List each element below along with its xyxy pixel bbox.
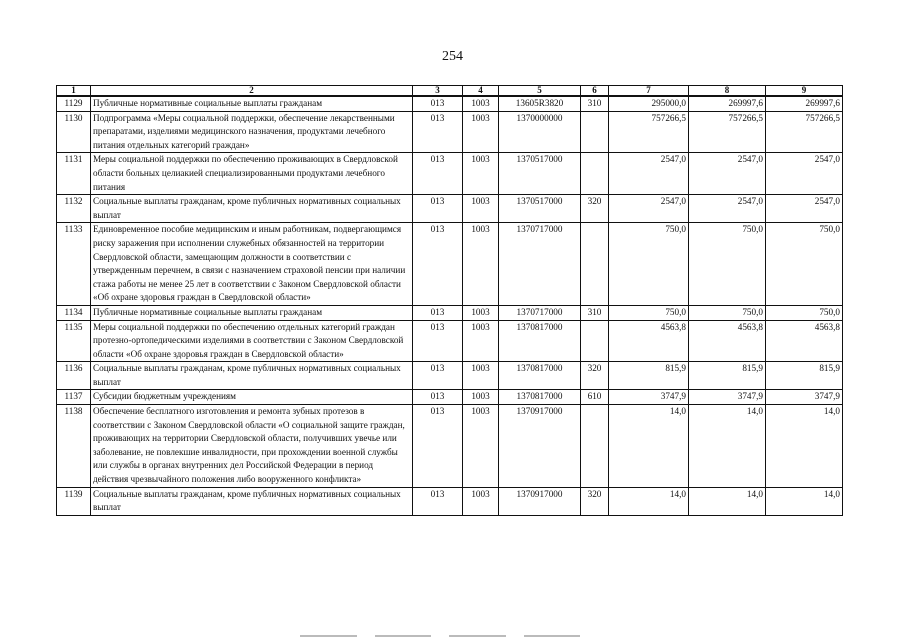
row-number: 1134 [57,305,91,320]
row-amount-col9: 750,0 [766,305,843,320]
row-section-code: 1003 [463,320,499,362]
row-target-code: 1370817000 [499,390,581,405]
row-amount-col8: 750,0 [689,305,766,320]
row-ministry-code: 013 [413,96,463,111]
scan-mark [300,635,357,637]
header-col-3: 3 [413,86,463,97]
scan-mark [524,635,581,637]
row-amount-col8: 757266,5 [689,111,766,153]
row-number: 1131 [57,153,91,195]
row-amount-col7: 2547,0 [609,195,689,223]
row-name: Меры социальной поддержки по обеспечению проживающих в Свердловской области больных целиакией специализированными продуктами лечебного питания [91,153,413,195]
row-target-code: 13605R3820 [499,96,581,111]
scan-mark [375,635,432,637]
row-amount-col9: 2547,0 [766,195,843,223]
row-number: 1130 [57,111,91,153]
row-amount-col9: 269997,6 [766,96,843,111]
table-row [57,305,843,320]
row-target-code: 1370717000 [499,223,581,306]
header-col-9: 9 [766,86,843,97]
row-amount-col8: 14,0 [689,487,766,515]
row-section-code: 1003 [463,390,499,405]
row-expense-type [581,320,609,362]
row-number: 1139 [57,487,91,515]
row-ministry-code: 013 [413,405,463,488]
row-name: Единовременное пособие медицинским и иным работникам, подвергающимся риску заражения при исполнении служебных обязанностей на территории Свердловской области, замещающим должности в соответствии с утвержденным перечнем, в связи с назначением страховой пенсии при наличии стажа работы не менее 25 лет в соответствии с Законом Свердловской области «Об охране здоровья граждан в Свердловской области» [91,223,413,306]
row-number: 1137 [57,390,91,405]
row-amount-col9: 815,9 [766,362,843,390]
row-section-code: 1003 [463,153,499,195]
row-amount-col9: 2547,0 [766,153,843,195]
row-amount-col7: 295000,0 [609,96,689,111]
row-amount-col7: 750,0 [609,305,689,320]
row-amount-col9: 3747,9 [766,390,843,405]
row-expense-type: 310 [581,96,609,111]
row-section-code: 1003 [463,305,499,320]
row-amount-col7: 815,9 [609,362,689,390]
row-ministry-code: 013 [413,195,463,223]
row-name: Социальные выплаты гражданам, кроме публичных нормативных социальных выплат [91,195,413,223]
header-col-2: 2 [91,86,413,97]
row-amount-col7: 4563,8 [609,320,689,362]
row-target-code: 1370717000 [499,305,581,320]
row-amount-col8: 2547,0 [689,153,766,195]
row-ministry-code: 013 [413,320,463,362]
table-row [57,223,843,306]
budget-table [56,85,843,516]
row-number: 1132 [57,195,91,223]
page-number: 254 [442,49,463,64]
row-target-code: 1370917000 [499,487,581,515]
row-amount-col7: 757266,5 [609,111,689,153]
row-name: Социальные выплаты гражданам, кроме публичных нормативных социальных выплат [91,362,413,390]
row-amount-col8: 815,9 [689,362,766,390]
row-target-code: 1370817000 [499,320,581,362]
row-number: 1129 [57,96,91,111]
row-section-code: 1003 [463,487,499,515]
row-expense-type: 320 [581,487,609,515]
row-name: Обеспечение бесплатного изготовления и ремонта зубных протезов в соответствии с Законом Свердловской области «О социальной защите граждан, проживающих на территории Свердловской области, получивших увечье или заболевание, не повлекшие инвалидности, при прохождении военной службы или службы в органах внутренних дел Российской Федерации в период действия чрезвычайного положения либо вооруженного конфликта» [91,405,413,488]
row-amount-col8: 750,0 [689,223,766,306]
row-amount-col9: 4563,8 [766,320,843,362]
row-section-code: 1003 [463,195,499,223]
row-expense-type [581,153,609,195]
table-row [57,405,843,488]
header-col-6: 6 [581,86,609,97]
row-expense-type: 320 [581,362,609,390]
header-col-7: 7 [609,86,689,97]
row-section-code: 1003 [463,362,499,390]
row-target-code: 1370517000 [499,195,581,223]
row-target-code: 1370817000 [499,362,581,390]
row-target-code: 1370917000 [499,405,581,488]
table-row [57,487,843,515]
header-row [57,86,843,97]
row-ministry-code: 013 [413,390,463,405]
table-row [57,320,843,362]
row-expense-type: 320 [581,195,609,223]
table-row [57,153,843,195]
row-ministry-code: 013 [413,362,463,390]
row-amount-col7: 3747,9 [609,390,689,405]
row-amount-col8: 269997,6 [689,96,766,111]
row-section-code: 1003 [463,96,499,111]
row-number: 1136 [57,362,91,390]
row-amount-col9: 14,0 [766,405,843,488]
header-col-1: 1 [57,86,91,97]
scan-artifact [300,635,580,638]
table-row [57,195,843,223]
row-section-code: 1003 [463,111,499,153]
row-name: Публичные нормативные социальные выплаты гражданам [91,96,413,111]
row-expense-type [581,111,609,153]
row-expense-type: 310 [581,305,609,320]
row-amount-col7: 14,0 [609,405,689,488]
scan-mark [449,635,506,637]
row-name: Меры социальной поддержки по обеспечению отдельных категорий граждан протезно-ортопедическими изделиями в соответствии с Законом Свердловской области «Об охране здоровья граждан в Свердловской области» [91,320,413,362]
row-amount-col8: 3747,9 [689,390,766,405]
row-ministry-code: 013 [413,223,463,306]
row-amount-col9: 14,0 [766,487,843,515]
row-number: 1133 [57,223,91,306]
table-row [57,362,843,390]
row-target-code: 1370517000 [499,153,581,195]
row-amount-col7: 750,0 [609,223,689,306]
table-row [57,111,843,153]
table-row [57,96,843,111]
row-section-code: 1003 [463,405,499,488]
row-ministry-code: 013 [413,305,463,320]
row-section-code: 1003 [463,223,499,306]
row-expense-type [581,223,609,306]
header-col-4: 4 [463,86,499,97]
row-expense-type: 610 [581,390,609,405]
row-amount-col8: 4563,8 [689,320,766,362]
row-amount-col7: 14,0 [609,487,689,515]
row-amount-col8: 14,0 [689,405,766,488]
header-col-5: 5 [499,86,581,97]
row-number: 1138 [57,405,91,488]
table-row [57,390,843,405]
row-amount-col8: 2547,0 [689,195,766,223]
row-name: Подпрограмма «Меры социальной поддержки, обеспечение лекарственными препаратами, изделиями медицинского назначения, продуктами лечебного питания отдельных категорий граждан» [91,111,413,153]
row-name: Публичные нормативные социальные выплаты гражданам [91,305,413,320]
row-amount-col7: 2547,0 [609,153,689,195]
row-amount-col9: 757266,5 [766,111,843,153]
row-ministry-code: 013 [413,111,463,153]
row-name: Социальные выплаты гражданам, кроме публичных нормативных социальных выплат [91,487,413,515]
header-col-8: 8 [689,86,766,97]
row-number: 1135 [57,320,91,362]
row-ministry-code: 013 [413,153,463,195]
row-ministry-code: 013 [413,487,463,515]
row-amount-col9: 750,0 [766,223,843,306]
row-name: Субсидии бюджетным учреждениям [91,390,413,405]
row-target-code: 1370000000 [499,111,581,153]
row-expense-type [581,405,609,488]
